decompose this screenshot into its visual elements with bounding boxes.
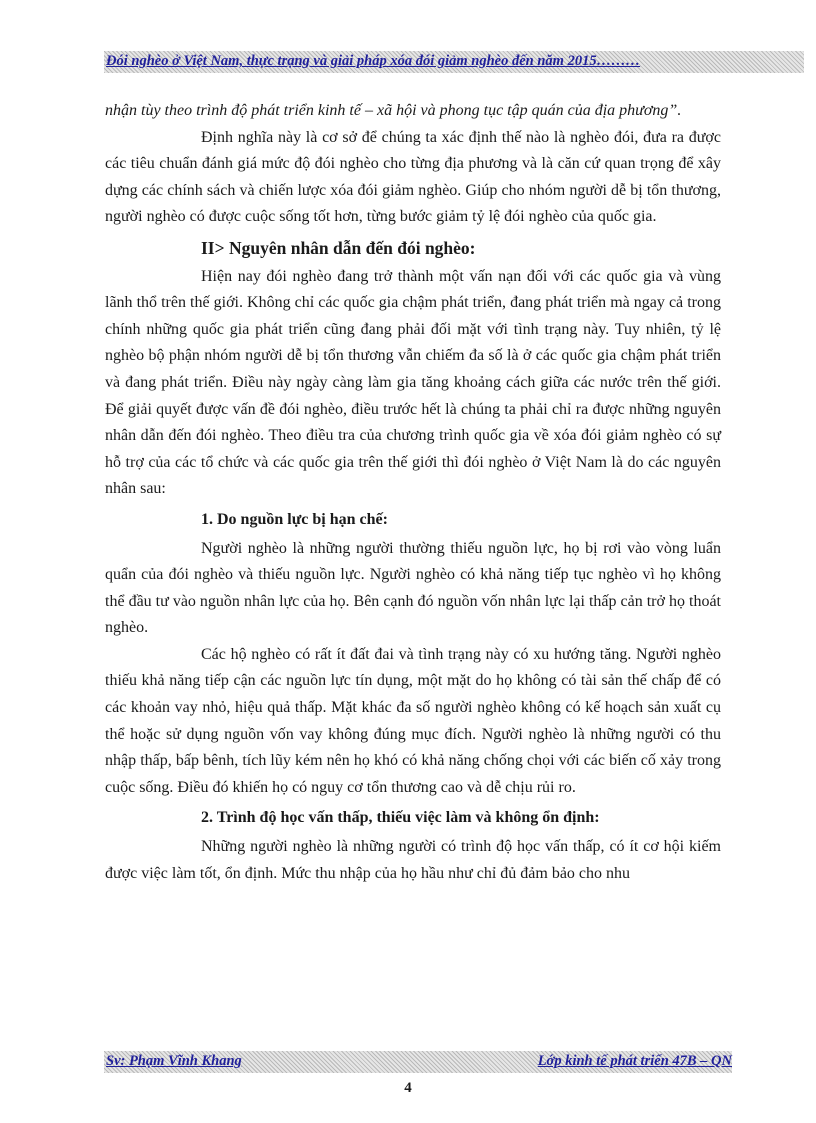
subheading-limited-resources: 1. Do nguồn lực bị hạn chế: [201, 510, 388, 528]
paragraph-definition: Định nghĩa này là cơ sở để chúng ta xác định thế nào là nghèo đói, đưa ra được các tiêu chuẩn đánh giá mức độ đói nghèo cho từng địa phương và là căn cứ quan trọng để xây dựng các chính sách và chiến lược xóa đói giảm nghèo. Giúp cho nhóm người dễ bị tổn thương, người nghèo có được cuộc sống tốt hơn, từng bước giảm tỷ lệ đói nghèo của quốc gia. [105, 128, 721, 226]
footer-author: Sv: Phạm Vĩnh Khang [106, 1053, 242, 1069]
page-footer [104, 1051, 732, 1073]
page-header [104, 51, 804, 73]
footer-class: Lớp kinh tế phát triển 47B – QN [537, 1053, 732, 1069]
subheading-low-education: 2. Trình độ học vấn thấp, thiếu việc làm và không ổn định: [201, 809, 600, 827]
quote-continuation: nhận tùy theo trình độ phát triển kinh tế – xã hội và phong tục tập quán của địa phương”. [105, 102, 682, 119]
paragraph-education: Những người nghèo là những người có trình độ học vấn thấp, có ít cơ hội kiếm được việc làm tốt, ổn định. Mức thu nhập của họ hầu như chỉ đủ đảm bảo cho nhu [105, 838, 721, 882]
paragraph-resources-2: Các hộ nghèo có rất ít đất đai và tình trạng này có xu hướng tăng. Người nghèo thiếu khả năng tiếp cận các nguồn lực tín dụng, một mặt do họ không có tài sản thế chấp để có các khoản vay nhỏ, hiệu quả thấp. Mặt khác đa số người nghèo không có kế hoạch sản xuất cụ thể hoặc sử dụng nguồn vốn vay không đúng mục đích. Người nghèo là những người có thu nhập thấp, bấp bênh, tích lũy kém nên họ khó có khả năng chống chọi với các biến cố xảy trong cuộc sống. Điều đó khiến họ có nguy cơ tổn thương cao và dễ chịu rủi ro. [105, 645, 721, 796]
header-title: Đói nghèo ở Việt Nam, thực trạng và giải pháp xóa đói giảm nghèo đến năm 2015……… [106, 53, 641, 69]
page-number: 4 [404, 1080, 412, 1096]
section-heading-causes: II> Nguyên nhân dẫn đến đói nghèo: [201, 237, 476, 258]
paragraph-resources-1: Người nghèo là những người thường thiếu nguồn lực, họ bị rơi vào vòng luẩn quẩn của đói nghèo và thiếu nguồn lực. Người nghèo có khả năng tiếp tục nghèo vì họ không thể đầu tư vào nguồn nhân lực của họ. Bên cạnh đó nguồn vốn nhân lực lại thấp cản trở họ thoát nghèo. [105, 539, 721, 637]
paragraph-causes-intro: Hiện nay đói nghèo đang trở thành một vấn nạn đối với các quốc gia và vùng lãnh thổ trên thế giới. Không chỉ các quốc gia chậm phát triển, đang phát triển mà ngay cả trong chính những quốc gia phát triển cũng đang phải đối mặt với tình trạng này. Tuy nhiên, tỷ lệ nghèo bộ phận nhóm người dễ bị tổn thương vẫn chiếm đa số là ở các quốc gia chậm phát triển và đang phát triển. Điều này ngày càng làm gia tăng khoảng cách giữa các nước trên thế giới. Để giải quyết được vấn đề đói nghèo, điều trước hết là chúng ta phải chỉ ra được những nguyên nhân dẫn đến đói nghèo. Theo điều tra của chương trình quốc gia về xóa đói giảm nghèo có sự hỗ trợ của các tổ chức và các quốc gia trên thế giới thì đói nghèo ở Việt Nam là do các nguyên nhân sau: [105, 267, 721, 498]
document-body [105, 98, 721, 887]
